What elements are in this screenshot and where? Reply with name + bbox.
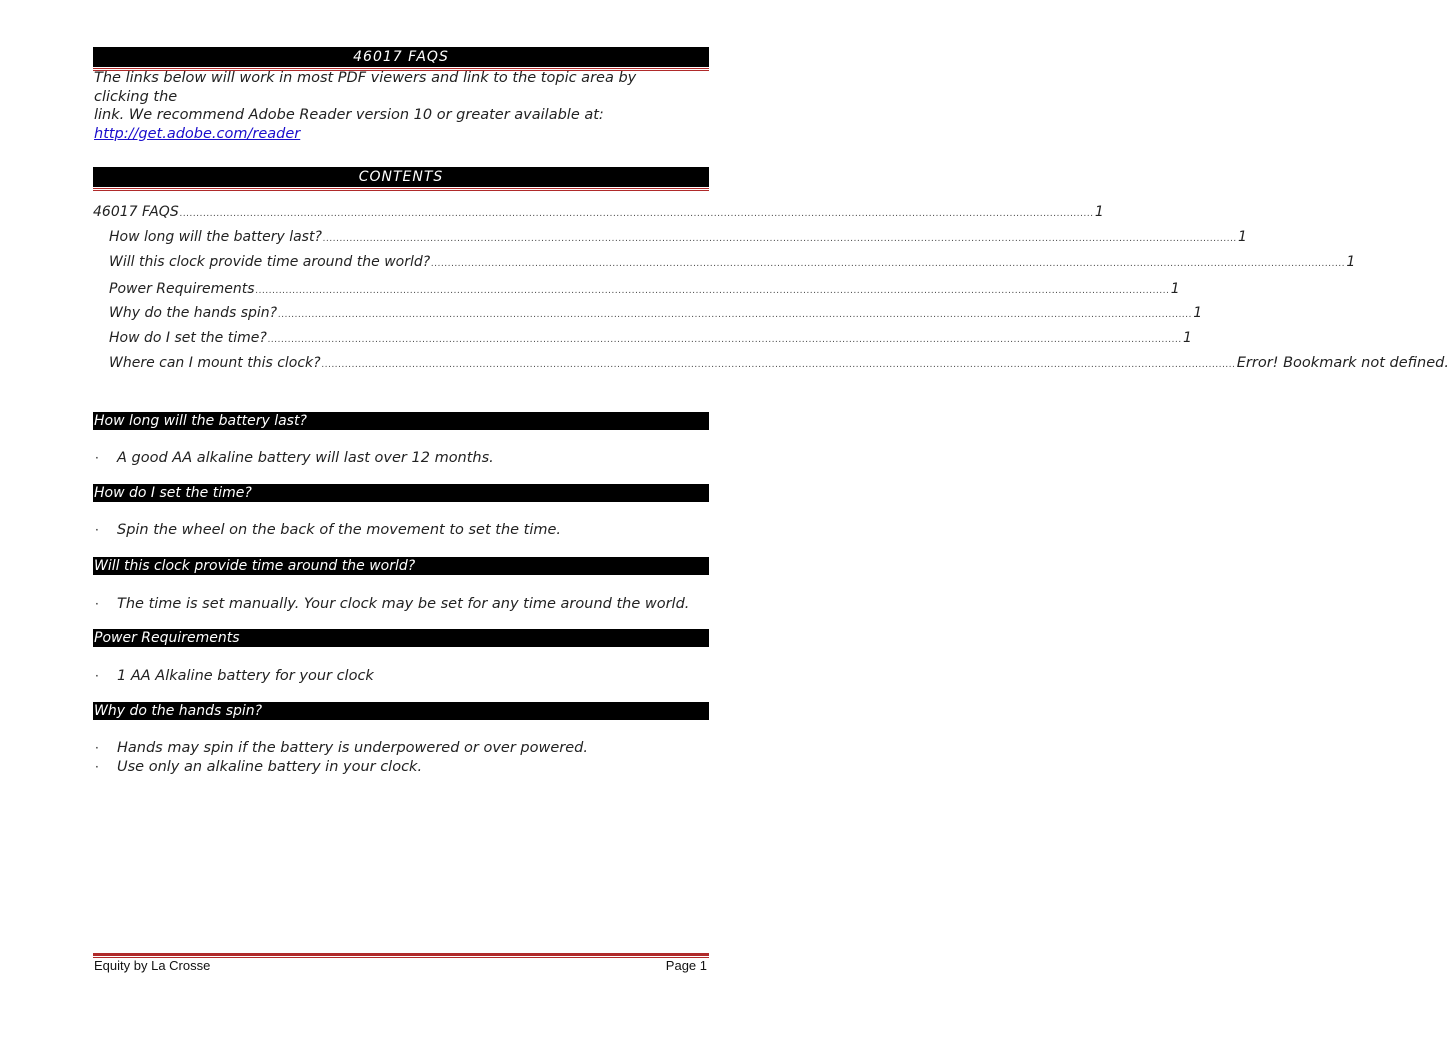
section-heading-power: Power Requirements [93,629,709,647]
toc-leader: ................................................................................................................................................................................................................................................................................ [179,209,1094,219]
bullet-icon: · [95,760,99,774]
toc-leader: ................................................................................................................................................................................................................................................................................ [255,286,1170,296]
list-item-text: Use only an alkaline battery in your clock. [117,759,423,775]
section-heading-world-time: Will this clock provide time around the world? [93,557,709,575]
toc-entry-world-time[interactable] [93,254,1356,274]
toc-entry-page: 1 [1094,204,1104,220]
footer-rule [93,953,709,956]
section-heading-hands-spin: Why do the hands spin? [93,702,709,720]
toc-leader: ................................................................................................................................................................................................................................................................................ [322,234,1238,244]
adobe-reader-link[interactable]: http://get.adobe.com/reader [94,125,301,142]
toc-entry-page: 1 [1346,254,1356,270]
bullet-icon: · [95,451,99,465]
toc-entry-text: How do I set the time? [109,330,267,346]
toc-entry-text: How long will the battery last? [109,229,322,245]
list-item-text: A good AA alkaline battery will last over 12 months. [117,450,494,466]
toc-entry-text: Will this clock provide time around the world? [109,254,431,270]
toc-leader: ................................................................................................................................................................................................................................................................................ [321,360,1236,370]
toc-entry-set-time[interactable] [93,330,1192,350]
toc-entry-battery[interactable] [93,229,1247,249]
toc-entry-page: 1 [1238,229,1247,245]
page-title: 46017 FAQS [93,47,709,67]
toc-entry-text: Why do the hands spin? [109,305,278,321]
contents-title: CONTENTS [93,167,709,187]
contents-rule [93,188,709,189]
toc-leader: ................................................................................................................................................................................................................................................................................ [431,259,1346,269]
contents-rule-secondary [93,190,709,191]
footer-page-number: Page 1 [665,958,707,973]
toc-entry-text: Power Requirements [109,281,255,297]
bullet-icon: · [95,741,99,755]
toc-entry-text: 46017 FAQS [93,204,179,220]
toc-leader: ................................................................................................................................................................................................................................................................................ [278,310,1193,320]
section-heading-battery: How long will the battery last? [93,412,709,430]
toc-entry-page: 1 [1170,281,1180,297]
intro-paragraph [94,69,694,143]
toc-entry-mount[interactable] [93,355,1449,375]
intro-line-2: link. We recommend Adobe Reader version 10 or greater available at: [94,107,604,123]
footer-brand: Equity by La Crosse [94,958,211,973]
toc-entry-page: 1 [1193,305,1203,321]
intro-line-1: The links below will work in most PDF viewers and link to the topic area by clicking the [94,70,637,105]
list-item-text: Spin the wheel on the back of the movement to set the time. [117,522,562,538]
list-item-text: Hands may spin if the battery is underpowered or over powered. [117,740,588,756]
toc-entry-faqs[interactable] [93,204,1104,224]
bullet-icon: · [95,523,99,537]
toc-entry-page: Error! Bookmark not defined. [1236,355,1449,371]
bullet-icon: · [95,597,99,611]
toc-entry-power[interactable] [93,281,1180,301]
toc-entry-text: Where can I mount this clock? [109,355,321,371]
toc-leader: ................................................................................................................................................................................................................................................................................ [267,335,1182,345]
list-item-text: The time is set manually. Your clock may be set for any time around the world. [117,596,690,612]
section-heading-set-time: How do I set the time? [93,484,709,502]
list-item-text: 1 AA Alkaline battery for your clock [117,668,374,684]
toc-entry-page: 1 [1182,330,1192,346]
bullet-icon: · [95,669,99,683]
toc-entry-hands-spin[interactable] [93,305,1203,325]
